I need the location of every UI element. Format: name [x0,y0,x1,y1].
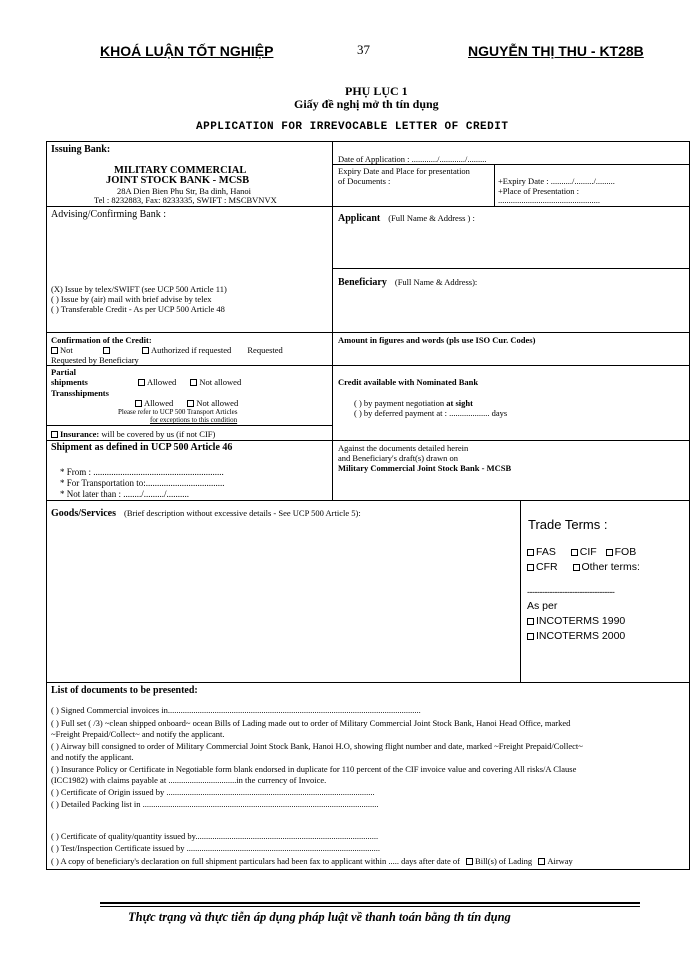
drafts-line-2: and Beneficiary's draft(s) drawn on [338,453,459,463]
footer-text: Thực trạng và thực tiễn áp dụng pháp luật về thanh toán bằng th tín dụng [128,910,511,924]
checkbox-bill-of-lading[interactable] [466,858,473,865]
goods-label: Goods/Services [51,508,116,519]
as-per-label: As per [527,600,558,612]
fas-label: FAS [536,546,556,558]
partial-options [138,377,241,387]
rule-3 [46,332,690,333]
checkbox-partial-not-allowed[interactable] [190,379,197,386]
beneficiary-field [338,272,477,290]
goods-hint: (Brief description without excessive details - See UCP 500 Article 5): [124,508,361,518]
divider-trade-terms [520,500,521,682]
checkbox-other-terms[interactable] [573,564,580,571]
confirmation-label: Confirmation of the Credit: [51,335,152,345]
date-of-application: Date of Application : ............/............/......... [338,154,487,164]
incoterms-1990-row [527,615,625,627]
issue-option-airmail[interactable]: ( ) Issue by (air) mail with brief advise by telex [51,294,212,304]
credit-option-deferred[interactable]: ( ) by deferred payment at : ................... days [354,408,508,418]
checkbox-trans-allowed[interactable] [135,400,142,407]
issuing-bank-contact: Tel : 8232883, Fax: 8233335, SWIFT : MSCBVNVX [94,195,277,205]
advising-bank-label: Advising/Confirming Bank : [51,209,166,220]
rule-date [332,164,690,165]
document-item-origin[interactable]: ( ) Certificate of Origin issued by .................................................................................................. [51,787,375,797]
confirmation-line-2: Requested by Beneficiary [51,355,139,365]
footer-rule-1 [100,902,640,904]
appendix-subtitle: Giấy đề nghị mở th tín dụng [294,97,439,111]
place-of-presentation-label: +Place of Presentation : [498,186,580,196]
incoterms-1990-label: INCOTERMS 1990 [536,615,626,627]
checkbox-insurance[interactable] [51,431,58,438]
other-terms-label: Other terms: [581,561,640,573]
issuing-bank-name-1: MILITARY COMMERCIAL [114,165,247,176]
page-number: 37 [357,42,370,57]
airway-label: Airway [547,856,573,866]
incoterms-2000-row [527,630,625,642]
shipment-label: Shipment as defined in UCP 500 Article 46 [51,442,233,453]
rule-6 [46,440,690,441]
checkbox-airway[interactable] [538,858,545,865]
checkbox-fob[interactable] [606,549,613,556]
document-item-invoice[interactable]: ( ) Signed Commercial invoices in....................................................................................................................... [51,705,421,715]
bill-of-lading-label: Bill(s) of Lading [475,856,533,866]
checkbox-incoterms-1990[interactable] [527,618,534,625]
confirm-not-label: Not [60,345,73,355]
document-item-quality[interactable]: ( ) Certificate of quality/quantity issued by...................................................................................... [51,831,379,841]
insurance-label: Insurance: [60,429,100,439]
drafts-line-1: Against the documents detailed herein [338,443,469,453]
cfr-label: CFR [536,561,558,573]
rule-2 [332,268,690,269]
amount-label: Amount in figures and words (pls use ISO Cur. Codes) [338,335,536,345]
footer-rule-2 [100,906,640,907]
issuing-bank-address: 28A Dien Bien Phu Str, Ba dinh, Hanoi [117,186,252,196]
expiry-place-label-2: of Documents : [338,176,391,186]
expiry-date-field[interactable]: +Expiry Date : ........../........./......... [498,176,615,186]
insurance-row [51,429,215,439]
transshipments-note-1: Please refer to UCP 500 Transport Articles [118,408,238,416]
cif-label: CIF [579,546,597,558]
checkbox-cfr[interactable] [527,564,534,571]
document-item-airway-bill[interactable]: ( ) Airway bill consigned to order of Military Commercial Joint Stock Bank, Hanoi H.O, showing flight number and date, marked ~Freight Prepaid/Collect~ [51,741,583,751]
checkbox-fas[interactable] [527,549,534,556]
partial-not-allowed-label: Not allowed [199,377,242,387]
trade-terms-row-2 [527,561,640,573]
credit-option-sight-bold: at sight [446,398,473,408]
checkbox-confirm-authorized[interactable] [142,347,149,354]
goods-description-area[interactable] [50,518,516,678]
checkbox-confirm-not[interactable] [51,347,58,354]
transshipments-label: Transshipments [51,388,109,398]
partial-label-2: shipments [51,377,88,387]
checkbox-incoterms-2000[interactable] [527,633,534,640]
beneficiary-label: Beneficiary [338,277,387,288]
appendix-title: PHỤ LỤC 1 [345,84,408,98]
trade-terms-row-1 [527,546,636,558]
shipment-not-later-than[interactable]: * Not later than : ......../........./.......... [60,489,189,499]
transshipments-options [135,398,238,408]
checkbox-cif[interactable] [571,549,578,556]
credit-option-sight[interactable] [354,398,473,408]
document-item-airway-bill-cont: and notify the applicant. [51,752,134,762]
trans-not-allowed-label: Not allowed [196,398,239,408]
transshipments-note-2: for exceptions to this condition [150,416,238,424]
rule-1 [46,206,690,207]
insurance-text: will be covered by us (if not CIF) [101,429,216,439]
document-item-bill-of-lading[interactable]: ( ) Full set ( /3) ~clean shipped onboard~ ocean Bills of Lading made out to order of Military Commercial Joint Stock Bank, Hanoi Head Office, marked [51,718,571,728]
declaration-text: ( ) A copy of beneficiary's declaration on full shipment particulars had been fax to applicant within ..... days after date of [51,856,460,866]
partial-allowed-label: Allowed [147,377,177,387]
applicant-label: Applicant [338,213,381,224]
divider-vertical-main [332,141,333,500]
rule-8 [46,682,690,683]
form-title: APPLICATION FOR IRREVOCABLE LETTER OF CREDIT [196,121,509,133]
trade-terms-separator: ----------------------------------- [527,587,615,597]
document-item-packing[interactable]: ( ) Detailed Packing list in ............................................................................................................... [51,799,379,809]
applicant-field [338,208,475,226]
document-item-insurance-cont: (ICC1982) with claims payable at ................................in the currency of Invoice. [51,775,327,785]
confirm-authorized-label: Authorized if requested [151,345,232,355]
issuing-bank-name-2: JOINT STOCK BANK - MCSB [106,175,250,186]
issuing-bank-label: Issuing Bank: [51,144,111,155]
trade-terms-title: Trade Terms : [528,517,608,532]
documents-label: List of documents to be presented: [51,685,198,696]
expiry-place-label-1: Expiry Date and Place for presentation [338,166,470,176]
shipment-transport-to[interactable]: * For Transportation to:................................... [60,478,225,488]
incoterms-2000-label: INCOTERMS 2000 [536,630,626,642]
fob-label: FOB [614,546,637,558]
document-item-insurance[interactable]: ( ) Insurance Policy or Certificate in Negotiable form blank endorsed in duplicate for 110 percent of the CIF invoice value and covering All risks/A Clause [51,764,577,774]
applicant-hint: (Full Name & Address ) : [388,213,475,223]
confirm-requested-label: Requested [247,345,283,355]
credit-available-label: Credit available with Nominated Bank [338,377,479,387]
drafts-line-3: Military Commercial Joint Stock Bank - MCSB [338,463,512,473]
document-item-bill-of-lading-cont: ~Freight Prepaid/Collect~ and notify the applicant. [51,729,225,739]
divider-expiry [494,164,495,206]
rule-4 [46,365,690,366]
checkbox-partial-allowed[interactable] [138,379,145,386]
checkbox-trans-not-allowed[interactable] [187,400,194,407]
checkbox-confirm-blank[interactable] [103,347,110,354]
rule-5 [46,425,332,426]
trans-allowed-label: Allowed [144,398,174,408]
credit-option-sight-text: ( ) by payment negotiation [354,398,445,408]
header-left: KHOÁ LUẬN TỐT NGHIỆP [100,43,274,59]
issue-option-transferable[interactable]: ( ) Transferable Credit - As per UCP 500 Article 48 [51,304,225,314]
issue-option-telex[interactable]: (X) Issue by telex/SWIFT (see UCP 500 Article 11) [51,284,227,294]
beneficiary-hint: (Full Name & Address): [394,277,478,287]
document-item-inspection[interactable]: ( ) Test/Inspection Certificate issued by ........................................................................................... [51,843,381,853]
partial-label-1: Partial [51,367,77,377]
place-of-presentation-field[interactable]: ................................................ [498,195,600,205]
shipment-from[interactable]: * From : .......................................................... [60,467,224,477]
document-item-declaration[interactable] [51,856,573,866]
header-right: NGUYỄN THỊ THU - KT28B [468,43,644,59]
confirmation-options [51,345,331,355]
rule-7 [46,500,690,501]
